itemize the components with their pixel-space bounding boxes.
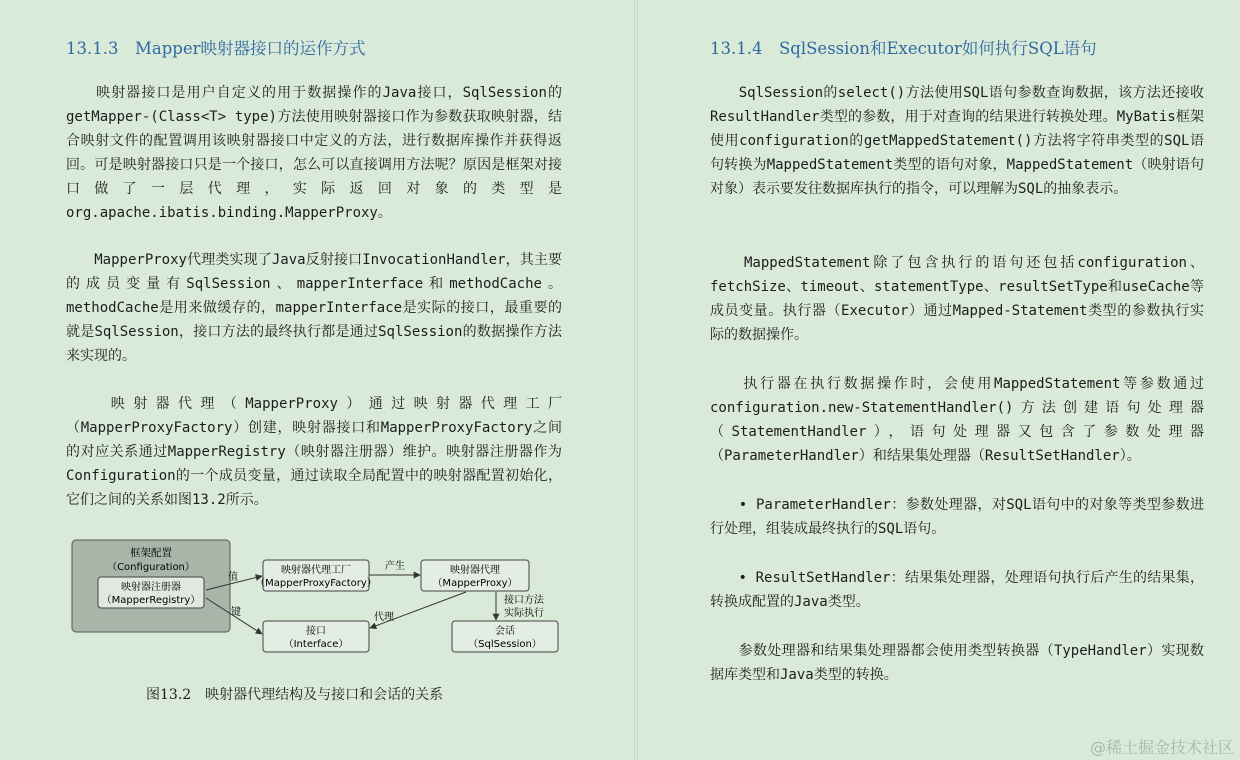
paragraph-sqlsession-select: SqlSession的select()方法使用SQL语句参数查询数据，该方法还接收ResultHandler类型的参数，用于对查询的结果进行转换处理。MyBatis框架使用configuration的getMappedStatement()方法将字符串类型的SQL语句转换为MappedStatement类型的语句对象，MappedStatement（映射语句对象）表示要发往数据库执行的指令，可以理解为SQL的抽象表示。	[710, 85, 1204, 197]
proxy-title: 映射器代理	[450, 565, 500, 576]
proxy-sub: （MapperProxy）	[432, 578, 518, 589]
factory-sub: （MapperProxyFactory）	[255, 578, 377, 589]
figure-caption: 图13.2 映射器代理结构及与接口和会话的关系	[146, 687, 444, 703]
paragraph-mapped-statement: MappedStatement除了包含执行的语句还包括configuration、fetchSize、timeout、statementType、resultSetType和useCache等成员变量。执行器（Executor）通过Mapped-Statement类型的参数执行实际的数据操作。	[710, 255, 1204, 343]
section-heading-13-1-3: 13.1.3 Mapper映射器接口的运作方式	[66, 39, 366, 58]
paragraph-mapper-interface: 映射器接口是用户自定义的用于数据操作的Java接口，SqlSession的getMapper-(Class<T> type)方法使用映射器接口作为参数获取映射器，结合映射文件的配置调用该映射器接口中定义的方法，进行数据库操作并获得返回。可是映射器接口只是一个接口，怎么可以直接调用方法呢？原因是框架对接口做了一层代理，实际返回对象的类型是org.apache.ibatis.binding.MapperProxy。	[66, 85, 562, 221]
paragraph-type-handler: 参数处理器和结果集处理器都会使用类型转换器（TypeHandler）实现数据库类型和Java类型的转换。	[710, 643, 1204, 683]
bullet-parameter-handler: • ParameterHandler：参数处理器，对SQL语句中的对象等类型参数进行处理，组装成最终执行的SQL语句。	[710, 497, 1204, 537]
config-title: 框架配置	[130, 547, 172, 559]
section-heading-13-1-4: 13.1.4 SqlSession和Executor如何执行SQL语句	[710, 39, 1097, 58]
registry-sub: （MapperRegistry）	[101, 595, 201, 606]
label-proxy: 代理	[374, 612, 394, 623]
bullet-resultset-handler: • ResultSetHandler：结果集处理器，处理语句执行后产生的结果集，转换成配置的Java类型。	[710, 570, 1204, 610]
figure-13-2-diagram	[66, 536, 566, 668]
session-title: 会话	[495, 626, 515, 637]
interface-title: 接口	[306, 626, 326, 637]
paragraph-mapper-registry: 映射器代理（MapperProxy）通过映射器代理工厂（MapperProxyFactory）创建，映射器接口和MapperProxyFactory之间的对应关系通过MapperRegistry（映射器注册器）维护。映射器注册器作为Configuration的一个成员变量，通过读取全局配置中的映射器配置初始化，它们之间的关系如图13.2所示。	[66, 396, 562, 508]
interface-sub: （Interface）	[283, 639, 349, 650]
registry-title: 映射器注册器	[121, 582, 181, 593]
paragraph-executor: 执行器在执行数据操作时，会使用MappedStatement等参数通过configuration.new-StatementHandler()方法创建语句处理器（StatementHandler），语句处理器又包含了参数处理器（ParameterHandler）和结果集处理器（ResultSetHandler）。	[710, 376, 1204, 464]
label-value: 值	[228, 572, 238, 583]
label-key: 键	[231, 607, 241, 618]
watermark: @稀土掘金技术社区	[1089, 738, 1234, 757]
session-sub: （SqlSession）	[468, 639, 542, 650]
label-method-2: 实际执行	[504, 608, 544, 619]
factory-title: 映射器代理工厂	[281, 565, 351, 576]
label-method-1: 接口方法	[504, 595, 544, 606]
config-sub: （Configuration）	[107, 562, 195, 573]
paragraph-mapper-proxy: MapperProxy代理类实现了Java反射接口InvocationHandler，其主要的成员变量有SqlSession、mapperInterface和methodCache。methodCache是用来做缓存的，mapperInterface是实际的接口，最重要的就是SqlSession，接口方法的最终执行都是通过SqlSession的数据操作方法来实现的。	[66, 252, 562, 364]
label-produce: 产生	[385, 561, 405, 572]
